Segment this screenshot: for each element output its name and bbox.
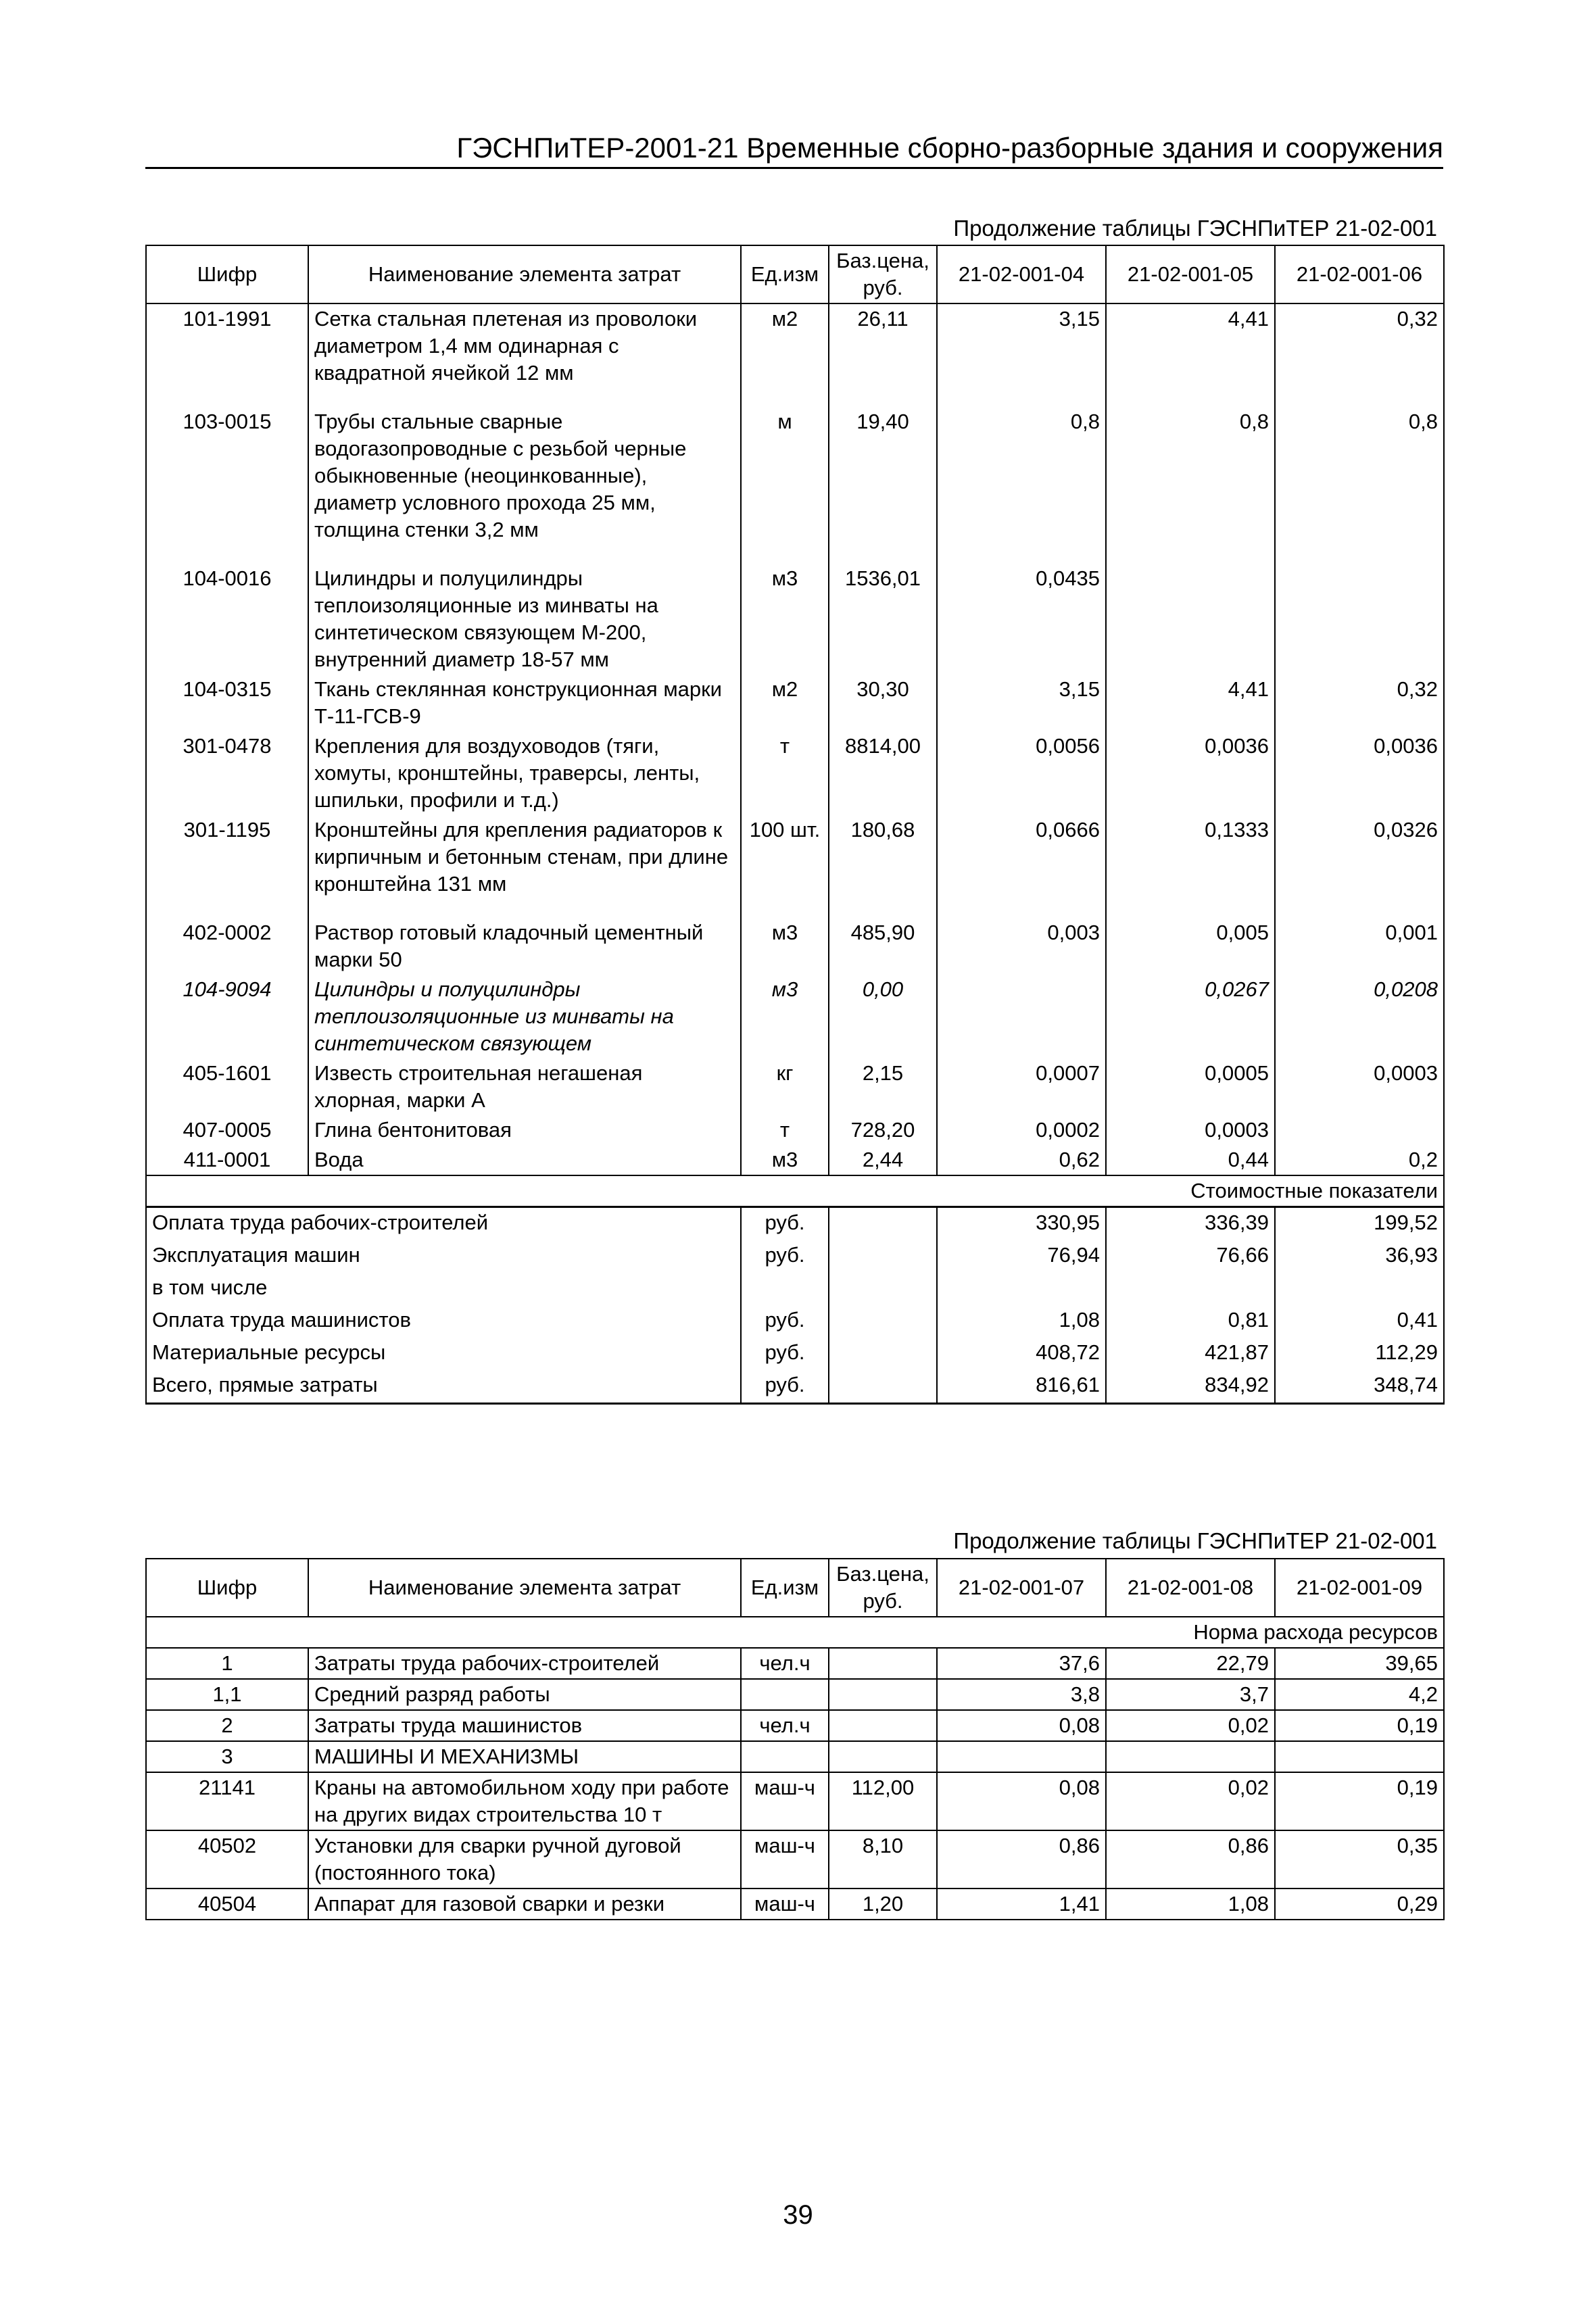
value-cell: 0,005	[1106, 918, 1275, 975]
table-row	[146, 1772, 1444, 1830]
name-cell: Крепления для воздуховодов (тяги, хомуты, кронштейны, траверсы, ленты, шпильки, профили и т.д.)	[308, 731, 741, 815]
unit-cell: чел.ч	[741, 1710, 829, 1741]
summary-label: Всего, прямые затраты	[146, 1370, 741, 1404]
unit-cell: т	[741, 731, 829, 815]
price-cell	[829, 1207, 937, 1241]
column-header: 21-02-001-06	[1275, 245, 1444, 303]
value-cell: 199,52	[1275, 1207, 1444, 1241]
code-cell: 1	[146, 1648, 308, 1679]
value-cell: 4,41	[1106, 303, 1275, 388]
unit-cell: м2	[741, 303, 829, 388]
section-header-row	[146, 1175, 1444, 1207]
price-cell: 485,90	[829, 918, 937, 975]
value-cell: 0,0036	[1275, 731, 1444, 815]
price-cell: 1536,01	[829, 564, 937, 675]
value-cell: 0,62	[937, 1145, 1106, 1175]
value-cell: 0,0208	[1275, 975, 1444, 1058]
unit-cell: м3	[741, 975, 829, 1058]
price-cell: 728,20	[829, 1115, 937, 1145]
unit-cell: руб.	[741, 1338, 829, 1370]
column-header: 21-02-001-04	[937, 245, 1106, 303]
value-cell: 4,41	[1106, 675, 1275, 731]
name-cell: МАШИНЫ И МЕХАНИЗМЫ	[308, 1741, 741, 1772]
summary-label: Эксплуатация машин	[146, 1240, 741, 1273]
table-row	[146, 731, 1444, 815]
value-cell: 0,0326	[1275, 815, 1444, 899]
column-header: 21-02-001-07	[937, 1559, 1106, 1617]
price-cell: 0,00	[829, 975, 937, 1058]
value-cell: 0,02	[1106, 1710, 1275, 1741]
value-cell: 0,32	[1275, 303, 1444, 388]
value-cell: 36,93	[1275, 1240, 1444, 1273]
value-cell: 0,0267	[1106, 975, 1275, 1058]
name-cell: Раствор готовый кладочный цементный марки 50	[308, 918, 741, 975]
table1-header-row	[146, 245, 1444, 303]
column-header: Шифр	[146, 1559, 308, 1617]
value-cell: 0,29	[1275, 1888, 1444, 1920]
value-cell: 834,92	[1106, 1370, 1275, 1404]
unit-cell: руб.	[741, 1305, 829, 1338]
value-cell: 4,2	[1275, 1679, 1444, 1710]
column-header: 21-02-001-05	[1106, 245, 1275, 303]
section-header-row	[146, 1617, 1444, 1648]
table-row	[146, 407, 1444, 545]
summary-row	[146, 1273, 1444, 1305]
column-header: Баз.цена, руб.	[829, 1559, 937, 1617]
price-cell: 26,11	[829, 303, 937, 388]
code-cell: 407-0005	[146, 1115, 308, 1145]
name-cell: Трубы стальные сварные водогазопроводные с резьбой черные обыкновенные (неоцинкованные), диаметр условного прохода 25 мм, толщина стенки 3,2 мм	[308, 407, 741, 545]
value-cell: 0,003	[937, 918, 1106, 975]
value-cell: 0,0003	[1275, 1058, 1444, 1115]
value-cell: 3,7	[1106, 1679, 1275, 1710]
value-cell: 37,6	[937, 1648, 1106, 1679]
table-row	[146, 1888, 1444, 1920]
unit-cell	[741, 1679, 829, 1710]
value-cell: 0,81	[1106, 1305, 1275, 1338]
name-cell: Аппарат для газовой сварки и резки	[308, 1888, 741, 1920]
unit-cell: маш-ч	[741, 1888, 829, 1920]
table-row	[146, 1679, 1444, 1710]
code-cell: 101-1991	[146, 303, 308, 388]
value-cell: 0,0007	[937, 1058, 1106, 1115]
summary-row	[146, 1207, 1444, 1241]
column-header: Шифр	[146, 245, 308, 303]
value-cell: 0,8	[1106, 407, 1275, 545]
code-cell: 103-0015	[146, 407, 308, 545]
table-row	[146, 1648, 1444, 1679]
name-cell: Сетка стальная плетеная из проволоки диаметром 1,4 мм одинарная с квадратной ячейкой 12 мм	[308, 303, 741, 388]
value-cell: 112,29	[1275, 1338, 1444, 1370]
name-cell: Известь строительная негашеная хлорная, марки А	[308, 1058, 741, 1115]
column-header: Ед.изм	[741, 245, 829, 303]
value-cell	[1275, 1273, 1444, 1305]
value-cell: 0,32	[1275, 675, 1444, 731]
name-cell: Средний разряд работы	[308, 1679, 741, 1710]
code-cell: 1,1	[146, 1679, 308, 1710]
column-header: Наименование элемента затрат	[308, 245, 741, 303]
value-cell	[1106, 564, 1275, 675]
page-title: ГЭСНПиТЕР-2001-21 Временные сборно-разборные здания и сооружения	[456, 132, 1443, 164]
unit-cell: руб.	[741, 1240, 829, 1273]
unit-cell: м	[741, 407, 829, 545]
name-cell: Затраты труда рабочих-строителей	[308, 1648, 741, 1679]
value-cell: 408,72	[937, 1338, 1106, 1370]
name-cell: Краны на автомобильном ходу при работе на других видах строительства 10 т	[308, 1772, 741, 1830]
value-cell: 336,39	[1106, 1207, 1275, 1241]
value-cell: 0,41	[1275, 1305, 1444, 1338]
name-cell: Вода	[308, 1145, 741, 1175]
unit-cell: т	[741, 1115, 829, 1145]
table-row	[146, 1115, 1444, 1145]
code-cell: 104-9094	[146, 975, 308, 1058]
summary-label: Оплата труда рабочих-строителей	[146, 1207, 741, 1241]
value-cell: 0,1333	[1106, 815, 1275, 899]
price-cell	[829, 1679, 937, 1710]
value-cell: 421,87	[1106, 1338, 1275, 1370]
unit-cell	[741, 1273, 829, 1305]
price-cell	[829, 1273, 937, 1305]
value-cell: 0,0435	[937, 564, 1106, 675]
code-cell: 411-0001	[146, 1145, 308, 1175]
value-cell: 0,0666	[937, 815, 1106, 899]
value-cell	[937, 1273, 1106, 1305]
value-cell: 816,61	[937, 1370, 1106, 1404]
table-row	[146, 1145, 1444, 1175]
value-cell: 0,0036	[1106, 731, 1275, 815]
code-cell: 2	[146, 1710, 308, 1741]
unit-cell: м2	[741, 675, 829, 731]
table-row	[146, 1710, 1444, 1741]
value-cell: 1,08	[937, 1305, 1106, 1338]
summary-row	[146, 1338, 1444, 1370]
code-cell: 104-0315	[146, 675, 308, 731]
table2-header-row	[146, 1559, 1444, 1617]
price-cell: 8,10	[829, 1830, 937, 1888]
value-cell	[937, 975, 1106, 1058]
price-cell: 1,20	[829, 1888, 937, 1920]
summary-label: Оплата труда машинистов	[146, 1305, 741, 1338]
price-cell: 30,30	[829, 675, 937, 731]
column-header: Ед.изм	[741, 1559, 829, 1617]
unit-cell: руб.	[741, 1207, 829, 1241]
table-row	[146, 675, 1444, 731]
table-row	[146, 1830, 1444, 1888]
value-cell: 0,35	[1275, 1830, 1444, 1888]
value-cell	[1275, 1115, 1444, 1145]
value-cell: 0,0005	[1106, 1058, 1275, 1115]
value-cell: 0,8	[937, 407, 1106, 545]
price-cell	[829, 1648, 937, 1679]
table-row	[146, 1058, 1444, 1115]
price-cell	[829, 1240, 937, 1273]
page-number: 39	[783, 2200, 813, 2230]
value-cell: 3,15	[937, 303, 1106, 388]
code-cell: 3	[146, 1741, 308, 1772]
table-row	[146, 815, 1444, 899]
value-cell: 0,2	[1275, 1145, 1444, 1175]
price-cell	[829, 1305, 937, 1338]
column-header: Баз.цена, руб.	[829, 245, 937, 303]
value-cell: 348,74	[1275, 1370, 1444, 1404]
code-cell: 21141	[146, 1772, 308, 1830]
section-title: Норма расхода ресурсов	[146, 1617, 1444, 1648]
price-cell: 19,40	[829, 407, 937, 545]
code-cell: 405-1601	[146, 1058, 308, 1115]
value-cell: 3,8	[937, 1679, 1106, 1710]
unit-cell: кг	[741, 1058, 829, 1115]
column-header: 21-02-001-08	[1106, 1559, 1275, 1617]
unit-cell: маш-ч	[741, 1830, 829, 1888]
unit-cell: м3	[741, 918, 829, 975]
value-cell: 0,08	[937, 1772, 1106, 1830]
code-cell: 402-0002	[146, 918, 308, 975]
section-title: Стоимостные показатели	[146, 1175, 1444, 1207]
code-cell: 40504	[146, 1888, 308, 1920]
name-cell: Установки для сварки ручной дуговой (постоянного тока)	[308, 1830, 741, 1888]
price-cell: 8814,00	[829, 731, 937, 815]
summary-label: в том числе	[146, 1273, 741, 1305]
summary-label: Материальные ресурсы	[146, 1338, 741, 1370]
code-cell: 301-0478	[146, 731, 308, 815]
column-header: Наименование элемента затрат	[308, 1559, 741, 1617]
price-cell	[829, 1741, 937, 1772]
price-cell	[829, 1370, 937, 1404]
value-cell: 0,0056	[937, 731, 1106, 815]
unit-cell: 100 шт.	[741, 815, 829, 899]
table1-caption: Продолжение таблицы ГЭСНПиТЕР 21-02-001	[953, 216, 1437, 241]
name-cell: Ткань стеклянная конструкционная марки Т-11-ГСВ-9	[308, 675, 741, 731]
price-cell	[829, 1710, 937, 1741]
summary-row	[146, 1240, 1444, 1273]
column-header: 21-02-001-09	[1275, 1559, 1444, 1617]
code-cell: 104-0016	[146, 564, 308, 675]
resource-table-2	[145, 1558, 1445, 1920]
table-row	[146, 918, 1444, 975]
value-cell: 0,001	[1275, 918, 1444, 975]
value-cell: 76,66	[1106, 1240, 1275, 1273]
price-cell	[829, 1338, 937, 1370]
value-cell: 0,86	[937, 1830, 1106, 1888]
page-header	[145, 132, 1443, 169]
code-cell: 40502	[146, 1830, 308, 1888]
value-cell: 39,65	[1275, 1648, 1444, 1679]
price-cell: 2,15	[829, 1058, 937, 1115]
name-cell: Глина бентонитовая	[308, 1115, 741, 1145]
unit-cell: м3	[741, 564, 829, 675]
value-cell: 76,94	[937, 1240, 1106, 1273]
unit-cell: м3	[741, 1145, 829, 1175]
value-cell: 1,41	[937, 1888, 1106, 1920]
price-cell: 2,44	[829, 1145, 937, 1175]
value-cell	[1106, 1273, 1275, 1305]
table-row	[146, 303, 1444, 388]
name-cell: Цилиндры и полуцилиндры теплоизоляционные из минваты на синтетическом связующем	[308, 975, 741, 1058]
unit-cell: маш-ч	[741, 1772, 829, 1830]
table-row	[146, 1741, 1444, 1772]
value-cell: 0,8	[1275, 407, 1444, 545]
value-cell: 330,95	[937, 1207, 1106, 1241]
summary-row	[146, 1370, 1444, 1404]
unit-cell: руб.	[741, 1370, 829, 1404]
value-cell	[1106, 1741, 1275, 1772]
value-cell: 0,86	[1106, 1830, 1275, 1888]
value-cell: 3,15	[937, 675, 1106, 731]
value-cell	[1275, 564, 1444, 675]
value-cell: 0,19	[1275, 1772, 1444, 1830]
unit-cell: чел.ч	[741, 1648, 829, 1679]
value-cell: 0,02	[1106, 1772, 1275, 1830]
name-cell: Кронштейны для крепления радиаторов к кирпичным и бетонным стенам, при длине кронштейна 131 мм	[308, 815, 741, 899]
value-cell: 1,08	[1106, 1888, 1275, 1920]
summary-row	[146, 1305, 1444, 1338]
value-cell: 0,19	[1275, 1710, 1444, 1741]
table2-caption: Продолжение таблицы ГЭСНПиТЕР 21-02-001	[953, 1528, 1437, 1553]
value-cell: 22,79	[1106, 1648, 1275, 1679]
table-row	[146, 975, 1444, 1058]
name-cell: Затраты труда машинистов	[308, 1710, 741, 1741]
resource-table-1	[145, 245, 1445, 1405]
value-cell: 0,0002	[937, 1115, 1106, 1145]
price-cell: 112,00	[829, 1772, 937, 1830]
price-cell: 180,68	[829, 815, 937, 899]
table-row	[146, 564, 1444, 675]
value-cell: 0,0003	[1106, 1115, 1275, 1145]
value-cell	[937, 1741, 1106, 1772]
value-cell	[1275, 1741, 1444, 1772]
value-cell: 0,44	[1106, 1145, 1275, 1175]
unit-cell	[741, 1741, 829, 1772]
code-cell: 301-1195	[146, 815, 308, 899]
name-cell: Цилиндры и полуцилиндры теплоизоляционные из минваты на синтетическом связующем М-200, внутренний диаметр 18-57 мм	[308, 564, 741, 675]
value-cell: 0,08	[937, 1710, 1106, 1741]
